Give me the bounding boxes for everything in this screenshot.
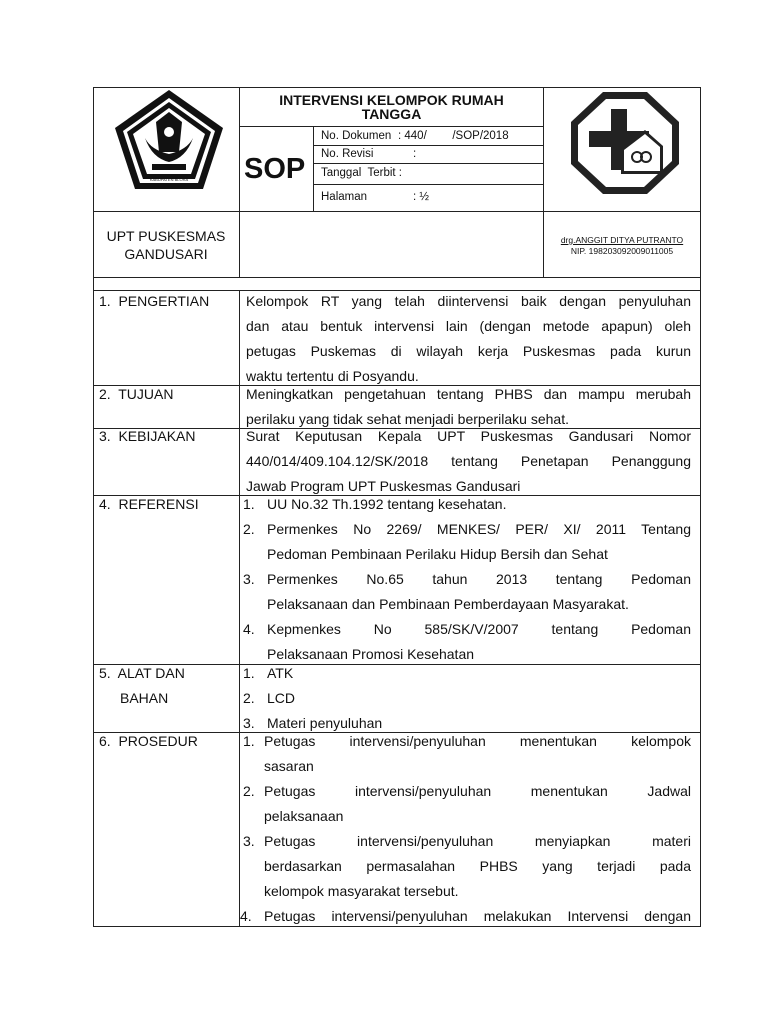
tujuan-line: Meningkatkan pengetahuan tentang PHBS dan mampu merubah <box>246 386 691 402</box>
list-text: Pelaksanaan dan Pembinaan Pemberdayaan Masyarakat. <box>267 596 629 612</box>
list-number: 1. <box>243 733 255 749</box>
pengertian-line: Kelompok RT yang telah diintervensi baik dengan penyuluhan <box>246 293 691 309</box>
kebijakan-line: 440/014/409.104.12/SK/2018 tentang Penetapan Penanggung <box>246 453 691 469</box>
no-revisi-label: No. Revisi <box>321 148 374 160</box>
section-label-kebijakan: 3. KEBIJAKAN <box>99 428 196 444</box>
list-text: sasaran <box>264 758 314 774</box>
seal-caption: KABUPATEN BLORA <box>149 177 189 182</box>
no-dokumen-value: : 440/ /SOP/2018 <box>398 130 509 142</box>
halaman-value: : ½ <box>413 191 429 203</box>
list-text: Permenkes No.65 tahun 2013 tentang Pedoman <box>267 571 691 587</box>
divider <box>93 277 700 278</box>
signer-name: drg.ANGGIT DITYA PUTRANTO <box>560 235 684 245</box>
section-label-line: BAHAN <box>120 690 169 706</box>
list-number: 2. <box>243 521 255 537</box>
list-item <box>243 661 691 686</box>
pengertian-line: dan atau bentuk intervensi lain (dengan metode apapun) oleh <box>246 318 691 334</box>
pengertian-line: waktu tertentu di Posyandu. <box>246 368 419 384</box>
section-label-alat-bahan <box>99 661 185 711</box>
puskesmas-logo <box>569 90 681 196</box>
divider <box>313 126 314 211</box>
list-number: 3. <box>243 833 255 849</box>
list-number: 4. <box>240 908 252 924</box>
list-item <box>243 686 691 711</box>
divider <box>239 126 543 127</box>
list-number: 3. <box>243 715 255 731</box>
list-item <box>243 567 691 617</box>
alat-list <box>243 661 691 736</box>
list-text: Petugas intervensi/penyuluhan menyiapkan materi <box>264 833 691 849</box>
divider <box>313 184 543 185</box>
list-text: Pelaksanaan Promosi Kesehatan <box>267 646 475 662</box>
list-text: Kepmenkes No 585/SK/V/2007 tentang Pedoman <box>267 621 691 637</box>
no-revisi-value: : <box>413 148 417 160</box>
list-text: pelaksanaan <box>264 808 344 824</box>
document-title <box>240 93 543 121</box>
list-text: LCD <box>267 690 296 706</box>
section-label-prosedur: 6. PROSEDUR <box>99 733 198 749</box>
title-line-1: INTERVENSI KELOMPOK RUMAH <box>279 92 504 108</box>
list-text: Materi penyuluhan <box>267 715 383 731</box>
tujuan-line: perilaku yang tidak sehat menjadi berperilaku sehat. <box>246 411 569 427</box>
list-item <box>243 729 691 779</box>
section-label-tujuan: 2. TUJUAN <box>99 386 174 402</box>
list-text: Pedoman Pembinaan Perilaku Hidup Bersih dan Sehat <box>267 546 608 562</box>
tanggal-terbit-label: Tanggal Terbit : <box>321 167 402 179</box>
list-item <box>243 492 691 517</box>
kebijakan-line: Jawab Program UPT Puskesmas Gandusari <box>246 478 521 494</box>
list-item <box>243 779 691 829</box>
list-number: 1. <box>243 496 255 512</box>
kebijakan-line: Surat Keputusan Kepala UPT Puskesmas Gandusari Nomor <box>246 428 691 444</box>
section-label-referensi: 4. REFERENSI <box>99 496 199 512</box>
signer-nip: NIP. 198203092009011005 <box>570 246 674 256</box>
table-border-right <box>700 87 701 927</box>
list-item <box>243 829 691 904</box>
list-text: Permenkes No 2269/ MENKES/ PER/ XI/ 2011 Tentang <box>267 521 691 537</box>
list-number: 3. <box>243 571 255 587</box>
list-number: 4. <box>243 621 255 637</box>
list-number: 2. <box>243 690 255 706</box>
list-number: 1. <box>243 665 255 681</box>
unit-name-line-1: UPT PUSKESMAS <box>106 228 226 244</box>
prosedur-list <box>240 729 691 929</box>
section-label-line: 5. ALAT DAN <box>99 665 185 681</box>
title-line-2: TANGGA <box>361 106 422 122</box>
list-text: UU No.32 Th.1992 tentang kesehatan. <box>267 496 507 512</box>
divider <box>93 211 700 212</box>
list-text: Petugas intervensi/penyuluhan menentukan Jadwal <box>264 783 691 799</box>
no-dokumen-label: No. Dokumen <box>321 130 392 142</box>
section-label-pengertian: 1. PENGERTIAN <box>99 293 210 309</box>
divider <box>543 87 544 211</box>
referensi-list <box>243 492 691 667</box>
pengertian-text <box>246 289 691 389</box>
list-item <box>243 617 691 667</box>
halaman-label: Halaman <box>321 191 368 203</box>
list-text: Petugas intervensi/penyuluhan menentukan kelompok <box>264 733 691 749</box>
table-border-left <box>93 87 94 927</box>
kebijakan-text <box>246 424 691 499</box>
list-text: ATK <box>267 665 294 681</box>
list-text: kelompok masyarakat tersebut. <box>264 883 459 899</box>
pengertian-line: petugas Puskemas di wilayah kerja Puskesmas pada kurun <box>246 343 691 359</box>
list-number: 2. <box>243 783 255 799</box>
unit-name <box>93 227 239 263</box>
sop-label: SOP <box>244 153 306 185</box>
list-text: Petugas intervensi/penyuluhan melakukan Intervensi dengan <box>264 908 691 924</box>
divider <box>313 163 543 164</box>
regency-seal-logo <box>112 88 226 194</box>
divider <box>313 145 543 146</box>
list-item <box>243 517 691 567</box>
list-text: berdasarkan permasalahan PHBS yang terjadi pada <box>264 858 691 874</box>
list-item <box>240 904 691 929</box>
unit-name-line-2: GANDUSARI <box>124 246 208 262</box>
